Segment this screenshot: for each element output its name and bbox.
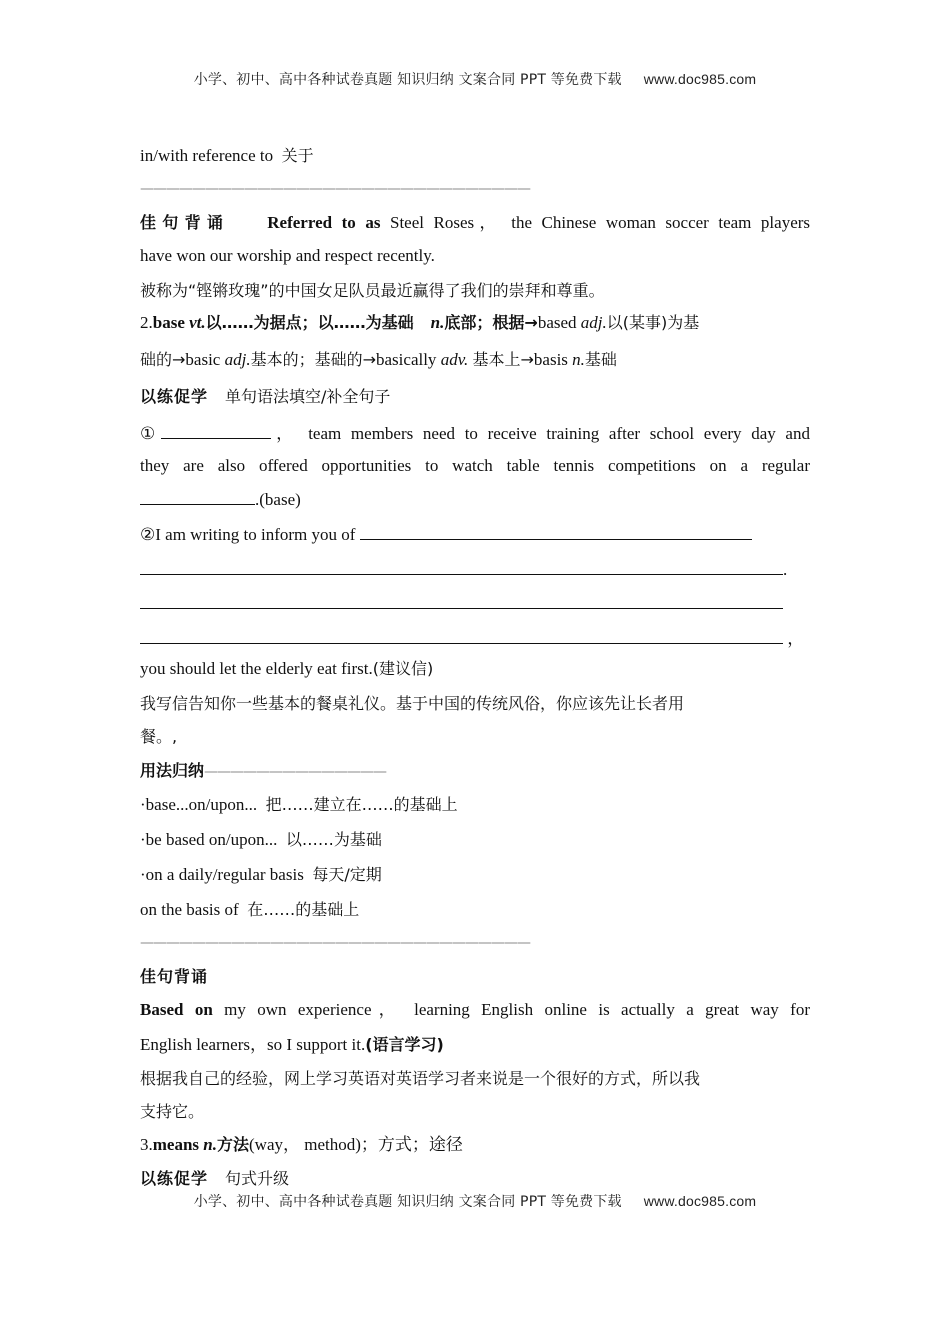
- definition: 基本的；基础的→: [250, 350, 377, 369]
- example-translation: 被称为“铿锵玫瑰”的中国女足队员最近赢得了我们的崇拜和尊重。: [140, 281, 605, 300]
- usage-phrase: ·base...on/upon...: [140, 795, 258, 814]
- example2-line-1: [140, 999, 810, 1021]
- derived-word: based: [537, 313, 577, 332]
- phrase: in/with reference to: [140, 146, 274, 165]
- header-text: 小学、初中、高中各种试卷真题 知识归纳 文案合同 PPT 等免费下载: [193, 72, 622, 88]
- example-line-2: have won our worship and respect recently.: [140, 246, 435, 265]
- usage-item: [140, 829, 810, 851]
- question-hint: .(base): [255, 490, 301, 509]
- pos: n.: [203, 1135, 217, 1154]
- header-site: www.doc985.com: [643, 71, 757, 87]
- question-tag: (建议信): [372, 659, 434, 678]
- punctuation: ，: [787, 629, 805, 648]
- entry3-line: [140, 1134, 810, 1156]
- pos: vt.: [189, 313, 206, 332]
- usage-heading: [140, 760, 810, 783]
- usage-meaning: 在……的基础上: [247, 900, 360, 919]
- question-2-translation-2: 餐。,: [140, 727, 178, 746]
- example-tag: (语言学习): [365, 1035, 444, 1054]
- question-1-line-1: [140, 422, 810, 445]
- answer-blank[interactable]: [161, 422, 271, 439]
- footer-site: www.doc985.com: [643, 1193, 757, 1209]
- answer-blank[interactable]: [360, 523, 752, 540]
- phrase-meaning: 关于: [281, 146, 314, 165]
- usage-phrase: ·on a daily/regular basis: [140, 865, 304, 884]
- pos: adv.: [440, 350, 469, 369]
- example-text: English learners，so I support it.: [140, 1035, 366, 1054]
- example-rest: Steel Roses， the Chinese woman soccer team players: [389, 213, 811, 232]
- pos: adj.: [224, 350, 251, 369]
- question-text: I am writing to inform you of: [155, 525, 356, 544]
- answer-blank[interactable]: [140, 488, 255, 505]
- page-header: [0, 69, 950, 89]
- answer-blank[interactable]: [140, 592, 783, 609]
- question-1-line-3: [140, 488, 810, 511]
- definition: 础的→: [140, 350, 186, 369]
- entry2-line-1: [140, 312, 810, 334]
- usage-phrase: on the basis of: [140, 900, 239, 919]
- definition: 以(某事)为基: [606, 313, 700, 332]
- derived-word: basis: [533, 350, 568, 369]
- question-number: ②: [140, 525, 156, 544]
- definition: (way， method)；方式；途径: [249, 1135, 463, 1154]
- question-2-line-3: [140, 592, 810, 615]
- entry-number: 3.: [140, 1135, 153, 1154]
- definition: 基本上→: [472, 350, 534, 369]
- footer-text: 小学、初中、高中各种试卷真题 知识归纳 文案合同 PPT 等免费下载: [193, 1194, 622, 1210]
- question-2-line-5: [140, 658, 810, 680]
- phrase-line: [140, 145, 810, 167]
- divider: ——————————————————————————————: [140, 935, 530, 951]
- question-number: ①: [140, 424, 161, 443]
- usage-phrase: ·be based on/upon...: [140, 830, 278, 849]
- practice-heading: [140, 386, 810, 408]
- usage-meaning: 把……建立在……的基础上: [265, 795, 458, 814]
- divider: ——————————————: [204, 764, 387, 780]
- question-text: ， team members need to receive training after school every day and: [270, 424, 810, 443]
- divider: ——————————————————————————————: [140, 181, 530, 197]
- entry3-practice-heading: [140, 1168, 810, 1190]
- usage-meaning: 每天/定期: [312, 865, 382, 884]
- page-footer: [0, 1191, 950, 1211]
- example-bold: Referred to as: [267, 213, 381, 232]
- question-2-line-1: [140, 523, 810, 546]
- derived-word: basic: [185, 350, 221, 369]
- example-bold: Based on: [140, 1000, 213, 1019]
- example2-translation-1: 根据我自己的经验，网上学习英语对英语学习者来说是一个很好的方式，所以我: [140, 1069, 701, 1088]
- entry-word: base: [152, 313, 185, 332]
- usage-meaning: 以……为基础: [285, 830, 382, 849]
- answer-blank[interactable]: [140, 558, 783, 575]
- question-text: you should let the elderly eat first.: [140, 659, 373, 678]
- example2-line-2: [140, 1034, 810, 1056]
- definition: 方法: [217, 1135, 250, 1154]
- usage-label: 用法归纳: [140, 761, 205, 780]
- section-label: 佳句背诵: [140, 967, 209, 986]
- practice-label: 以练促学: [140, 1169, 209, 1188]
- definition: 底部；根据→: [444, 313, 538, 332]
- pos: adj.: [580, 313, 607, 332]
- definition: 以……为据点；以……为基础: [205, 313, 414, 332]
- section-label: 佳句背诵: [140, 213, 230, 232]
- usage-item: [140, 864, 810, 886]
- definition: 基础: [584, 350, 617, 369]
- question-1-line-2: they are also offered opportunities to watch table tennis competitions on a regular: [140, 456, 810, 475]
- entry2-line-2: [140, 349, 810, 371]
- practice-type: 句式升级: [225, 1169, 290, 1188]
- practice-type: 单句语法填空/补全句子: [225, 387, 391, 406]
- question-2-line-2: [140, 558, 810, 581]
- practice-label: 以练促学: [140, 387, 209, 406]
- example-line-1: [140, 212, 810, 234]
- pos: n.: [572, 350, 585, 369]
- entry-word: means: [152, 1135, 200, 1154]
- punctuation: .: [783, 560, 788, 579]
- usage-item: [140, 899, 810, 921]
- derived-word: basically: [376, 350, 437, 369]
- question-2-translation-1: 我写信告知你一些基本的餐桌礼仪。基于中国的传统风俗，你应该先让长者用: [140, 694, 685, 713]
- entry-number: 2.: [140, 313, 153, 332]
- answer-blank[interactable]: [140, 627, 783, 644]
- question-2-line-4: [140, 627, 810, 650]
- usage-item: [140, 794, 810, 816]
- example2-translation-2: 支持它。: [140, 1102, 205, 1121]
- pos: n.: [430, 313, 445, 332]
- example-rest: my own experience， learning English online is actually a great way for: [224, 1000, 810, 1019]
